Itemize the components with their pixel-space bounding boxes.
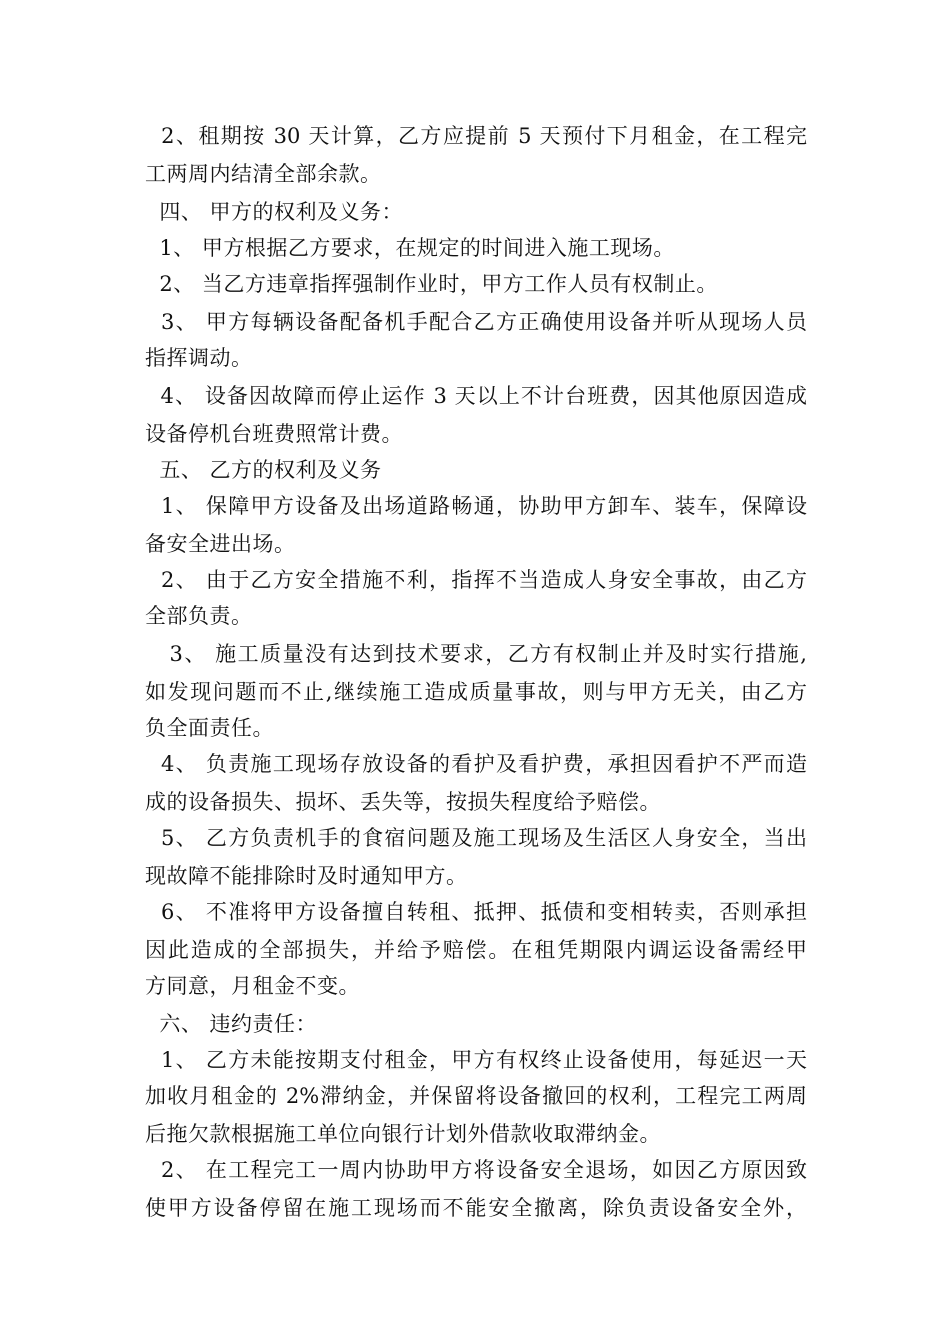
text-line: 现故障不能排除时及时通知甲方。 — [145, 864, 468, 888]
text-line: 4、 负责施工现场存放设备的看护及看护费，承担因看护不严而造 — [145, 752, 807, 776]
text-line: 工两周内结清全部余款。 — [145, 162, 382, 186]
text-line: 3、 甲方每辆设备配备机手配合乙方正确使用设备并听从现场人员 — [145, 310, 807, 334]
section-heading: 五、 乙方的权利及义务 — [145, 458, 382, 482]
text-line: 1、 乙方未能按期支付租金，甲方有权终止设备使用，每延迟一天 — [145, 1048, 807, 1072]
text-line: 2、 由于乙方安全措施不利，指挥不当造成人身安全事故，由乙方 — [145, 568, 807, 592]
text-line: 2、租期按 30 天计算，乙方应提前 5 天预付下月租金，在工程完 — [145, 124, 807, 148]
text-line: 方同意，月租金不变。 — [145, 974, 360, 998]
section-heading: 四、 甲方的权利及义务： — [145, 200, 404, 224]
text-line: 1、 甲方根据乙方要求，在规定的时间进入施工现场。 — [145, 236, 675, 260]
text-line: 4、 设备因故障而停止运作 3 天以上不计台班费，因其他原因造成 — [145, 384, 807, 408]
text-line: 全部负责。 — [145, 604, 253, 628]
text-line: 2、 当乙方违章指挥强制作业时，甲方工作人员有权制止。 — [145, 272, 718, 296]
text-line: 2、 在工程完工一周内协助甲方将设备安全退场，如因乙方原因致 — [145, 1158, 807, 1182]
text-line: 指挥调动。 — [145, 346, 253, 370]
text-line: 设备停机台班费照常计费。 — [145, 422, 403, 446]
text-line: 负全面责任。 — [145, 716, 274, 740]
text-line: 1、 保障甲方设备及出场道路畅通，协助甲方卸车、装车，保障设 — [145, 494, 807, 518]
text-line: 如发现问题而不止,继续施工造成质量事故，则与甲方无关，由乙方 — [145, 680, 807, 704]
text-line: 后拖欠款根据施工单位向银行计划外借款收取滞纳金。 — [145, 1122, 661, 1146]
text-line: 5、 乙方负责机手的食宿问题及施工现场及生活区人身安全，当出 — [145, 826, 807, 850]
text-line: 备安全进出场。 — [145, 532, 296, 556]
section-heading: 六、 违约责任： — [145, 1012, 318, 1036]
text-line: 6、 不准将甲方设备擅自转租、抵押、抵债和变相转卖，否则承担 — [145, 900, 807, 924]
text-line: 因此造成的全部损失，并给予赔偿。在租凭期限内调运设备需经甲 — [145, 938, 807, 962]
text-line: 3、 施工质量没有达到技术要求，乙方有权制止并及时实行措施, — [145, 642, 807, 666]
text-line: 使甲方设备停留在施工现场而不能安全撤离，除负责设备安全外， — [145, 1196, 807, 1220]
text-line: 成的设备损失、损坏、丢失等，按损失程度给予赔偿。 — [145, 790, 661, 814]
text-line: 加收月租金的 2%滞纳金，并保留将设备撤回的权利，工程完工两周 — [145, 1084, 807, 1108]
